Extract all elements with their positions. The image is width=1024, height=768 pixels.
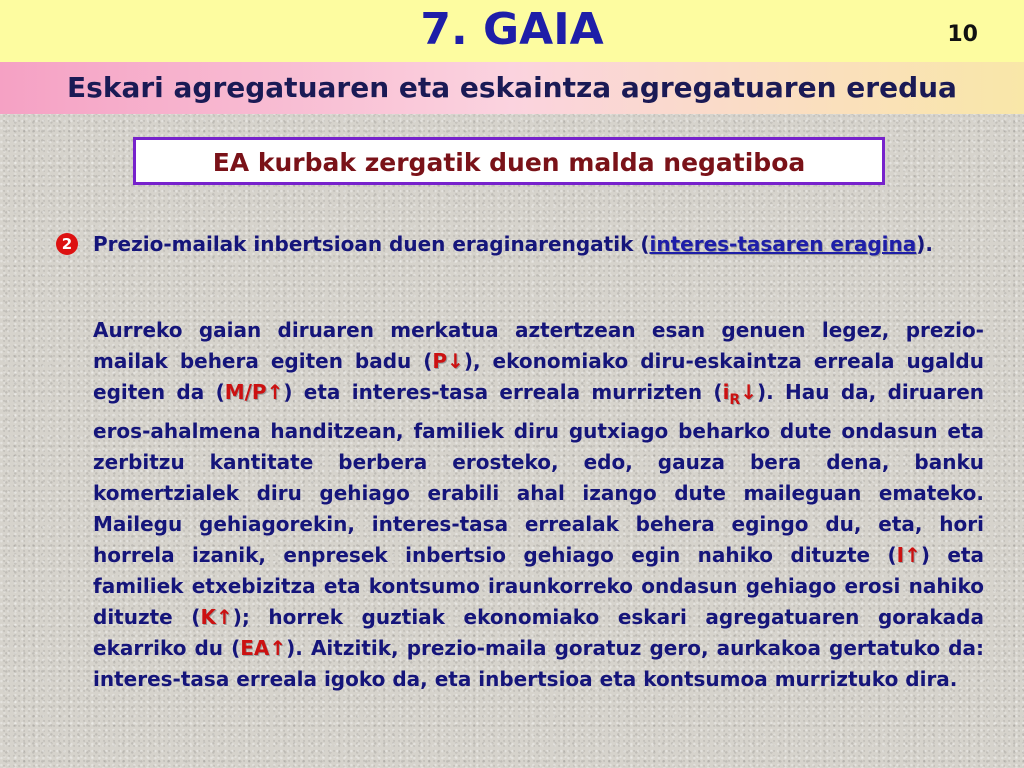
down-arrow: ↓ [740,380,757,404]
explanation-paragraph [93,315,984,695]
paragraph-text: ). Aitzitik, prezio-maila goratuz gero, aurkakoa gertatuko da: interes-tasa erreala igoko da, eta inbertsioa eta kontsumoa murriztuko dira. [93,636,984,691]
page-title: 7. GAIA [420,4,604,55]
bullet-text-end: ). [916,232,934,256]
section-heading: EA kurbak zergatik duen malda negatiboa [212,148,806,177]
slide-subtitle: Eskari agregatuaren eta eskaintza agregatuaren eredua [67,71,957,104]
bullet-text-main: Prezio-mailak inbertsioan duen eraginarengatik ( [93,232,650,256]
paragraph-text: ) eta familiek etxebizitza eta kontsumo iraunkorreko ondasun gehiago erosi nahiko dituzte ( [93,543,984,629]
real-rate-down-symbol [722,380,757,408]
aggregate-demand-up-symbol: EA↑ [240,636,287,660]
investment-up-symbol: I↑ [896,543,921,567]
interest-rate-effect-link[interactable]: interes-tasaren eragina [649,232,917,256]
rate-subscript: R [729,392,741,408]
paragraph-text: ), ekonomiako diru-eskaintza erreala ugaldu egiten da ( [93,349,984,404]
paragraph-text: ); horrek guztiak ekonomiako eskari agregatuaren gorakada ekarriko du ( [93,605,984,660]
real-money-up-symbol: M/P↑ [224,380,284,404]
price-down-symbol: P↓ [432,349,464,373]
numbered-bullet-icon: 2 [56,233,78,255]
slide-number: 10 [947,22,978,47]
paragraph-text: ) eta interes-tasa erreala murrizten ( [283,380,723,404]
section-heading-box [133,137,885,185]
rate-symbol: i [722,380,730,404]
paragraph-text: ). Hau da, diruaren eros-ahalmena handitzean, familiek diru gutxiago beharko dute ondasun eta zerbitzu kantitate berbera erosteko, edo, gauza bera dena, banku komertzialek diru gehiago erabili ahal izango dute maileguan emateko. Mailegu gehiagorekin, interes-tasa errealak behera egingo du, eta, hori horrela izanik, enpresek inbertsio gehiago egin nahiko dituzte ( [93,380,985,567]
consumption-up-symbol: K↑ [200,605,233,629]
bullet-text [93,229,984,260]
paragraph-text: Aurreko gaian diruaren merkatua aztertzean esan genuen legez, prezio-mailak behera egiten badu ( [93,318,984,373]
